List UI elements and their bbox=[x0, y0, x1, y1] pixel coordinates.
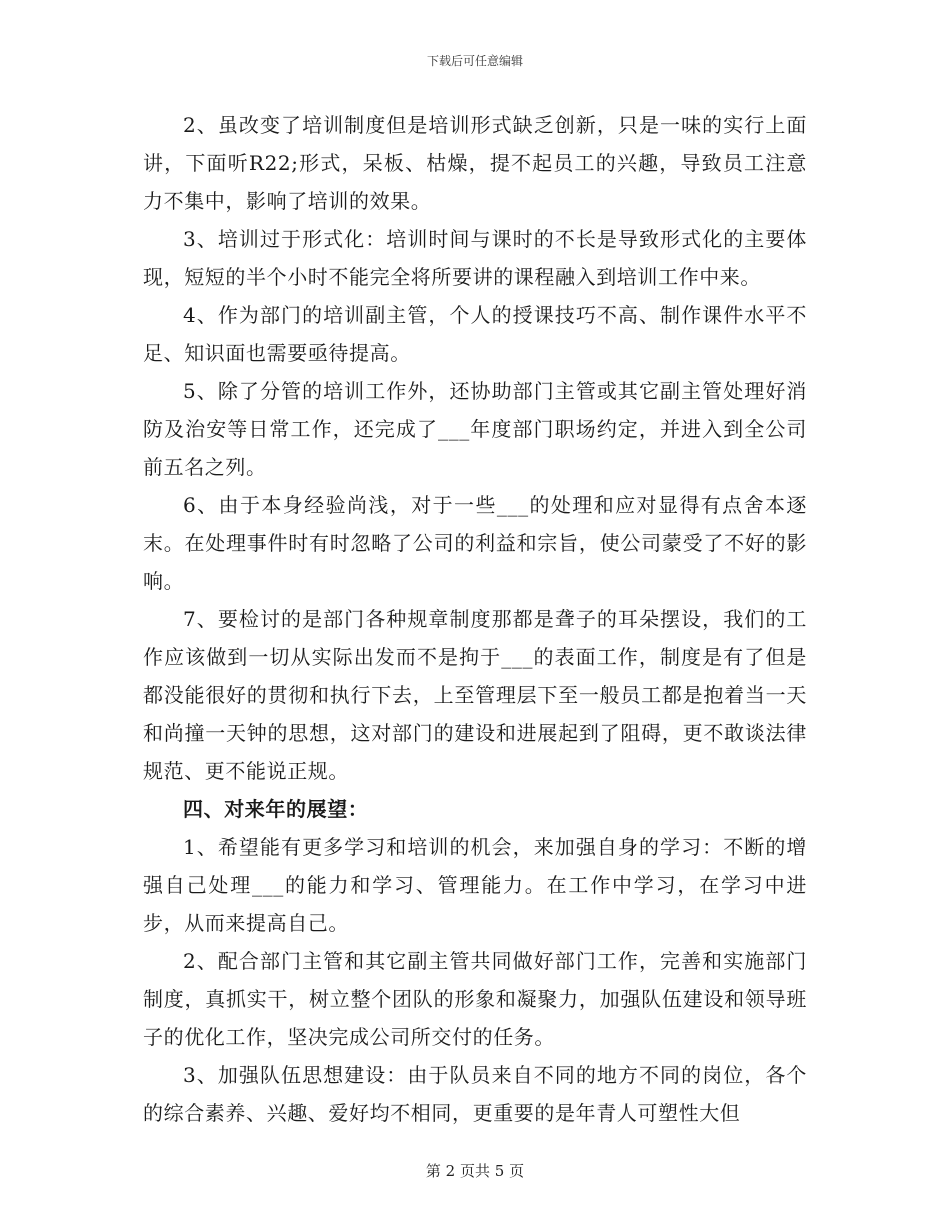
paragraph-outlook-1-learning: 1、希望能有更多学习和培训的机会，来加强自身的学习：不断的增强自己处理___的能力和学习、管理能力。在工作中学习，在学习中进步，从而来提高自己。 bbox=[143, 835, 807, 935]
paragraph-5-daily-work: 5、除了分管的培训工作外，还协助部门主管或其它副主管处理好消防及治安等日常工作，还完成了___年度部门职场约定，并进入到全公司前五名之列。 bbox=[143, 379, 807, 479]
paragraph-7-regulations: 7、要检讨的是部门各种规章制度那都是聋子的耳朵摆设，我们的工作应该做到一切从实际出发而不是拘于___的表面工作，制度是有了但是都没能很好的贯彻和执行下去，上至管理层下至一般员工都是抱着当一天和尚撞一天钟的思想，这对部门的建设和进展起到了阻碍，更不敢谈法律规范、更不能说正规。 bbox=[143, 607, 807, 783]
paragraph-3-formalism: 3、培训过于形式化：培训时间与课时的不长是导致形式化的主要体现，短短的半个小时不能完全将所要讲的课程融入到培训工作中来。 bbox=[143, 227, 807, 289]
page-footer-page-number: 第 2 页共 5 页 bbox=[425, 1162, 525, 1180]
section-heading-outlook: 四、对来年的展望： bbox=[183, 797, 369, 821]
document-body bbox=[143, 106, 807, 1132]
paragraph-outlook-3-team-building: 3、加强队伍思想建设：由于队员来自不同的地方不同的岗位，各个的综合素养、兴趣、爱好均不相同，更重要的是年青人可塑性大但 bbox=[143, 1063, 807, 1125]
paragraph-4-teaching-skills: 4、作为部门的培训副主管，个人的授课技巧不高、制作课件水平不足、知识面也需要亟待提高。 bbox=[143, 303, 807, 365]
paragraph-outlook-2-cooperation: 2、配合部门主管和其它副主管共同做好部门工作，完善和实施部门制度，真抓实干，树立整个团队的形象和凝聚力，加强队伍建设和领导班子的优化工作，坚决完成公司所交付的任务。 bbox=[143, 949, 807, 1049]
paragraph-6-experience: 6、由于本身经验尚浅，对于一些___的处理和应对显得有点舍本逐末。在处理事件时有时忽略了公司的利益和宗旨，使公司蒙受了不好的影响。 bbox=[143, 493, 807, 593]
paragraph-2-training-form: 2、虽改变了培训制度但是培训形式缺乏创新，只是一味的实行上面讲，下面听R22;形式，呆板、枯燥，提不起员工的兴趣，导致员工注意力不集中，影响了培训的效果。 bbox=[143, 113, 807, 213]
page-header: 下载后可任意编辑 bbox=[426, 54, 523, 68]
